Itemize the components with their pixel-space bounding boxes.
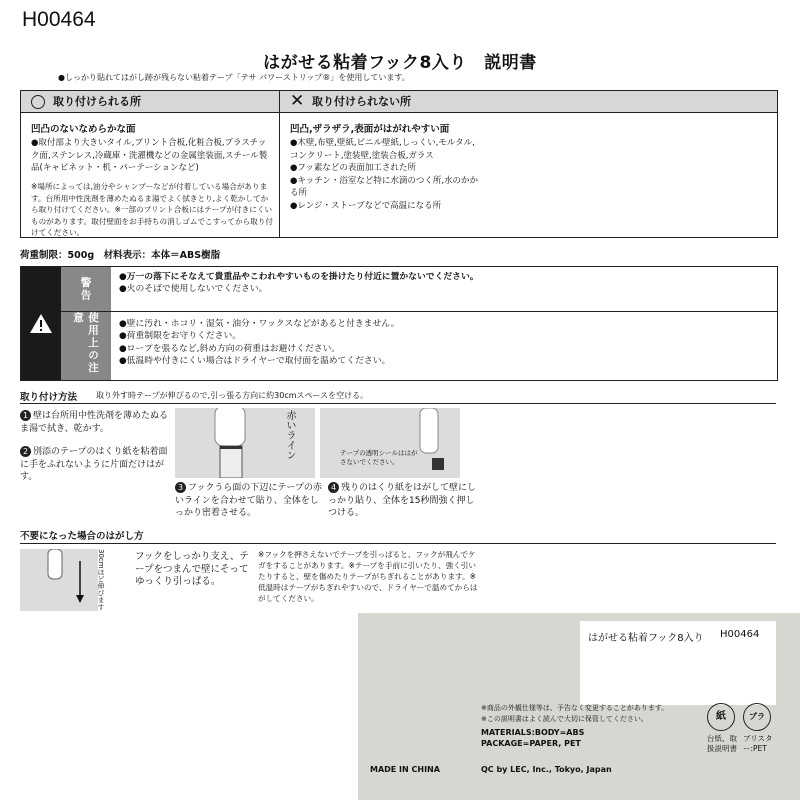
plastic-recycle-icon: プラ xyxy=(743,703,771,731)
ng-header xyxy=(280,91,777,113)
list-item: ●万一の落下にそなえて貴重品やこわれやすいものを掛けたり付近に置かないでください。 xyxy=(119,272,479,282)
removal-illustration xyxy=(20,549,98,611)
list-item: ●ロープを張るなど,斜め方向の荷重はお避けください。 xyxy=(119,343,341,354)
warning-list xyxy=(119,271,769,296)
page-title: はがせる粘着フック8入り 説明書 xyxy=(263,53,537,73)
list-item: ●キッチン・浴室など特に水滴のつく所,水のかかる所 xyxy=(290,175,479,198)
removal-instruction: フックをしっかり支え、テープをつまんで壁にそってゆっくり引っぱる。 xyxy=(135,551,249,587)
warning-box xyxy=(20,266,778,381)
distance-label: 30cmほど伸びます xyxy=(97,549,105,611)
pull-tape-icon xyxy=(20,549,98,611)
ng-heading: 取り付けられない所 xyxy=(312,95,411,108)
cross-ng-icon: ✕ xyxy=(290,91,305,111)
materials-1: MATERIALS:BODY=ABS xyxy=(481,728,585,737)
ok-header xyxy=(21,91,279,113)
step-1 xyxy=(20,410,170,435)
ng-column xyxy=(280,91,777,237)
caution-label: 使用上の注意 xyxy=(61,312,111,380)
package-panel xyxy=(358,613,800,800)
warning-label: 警告 xyxy=(61,267,111,311)
removal-rule xyxy=(20,543,776,544)
step-2 xyxy=(20,446,170,484)
step-text: 別添のテープのはくり紙を粘着面に手をふれないように片面だけはがす。 xyxy=(20,447,168,482)
install-note: 取り外す時テープが伸びるので,引っ張る方向に約30cmスペースを空ける。 xyxy=(96,391,369,400)
ok-subheading: 凹凸のないなめらかな面 xyxy=(31,124,136,135)
ok-note: ※場所によっては,油分やシャンプーなどが付着している場合があります。台所用中性洗剤を薄めたぬるま湯でよく拭きとり,よく乾かしてから取り付けてください。※一部のプリント合板にはテープが付きにくいものがあります。取付壁面をお手持ちの消しゴムでこすってから取り付けてください。 xyxy=(31,182,273,237)
seal-note: テープの透明シールははがさないでください。 xyxy=(340,449,418,466)
step-number: 3 xyxy=(175,482,186,493)
list-item: ●荷重制限をお守りください。 xyxy=(119,331,242,342)
warning-divider xyxy=(61,311,777,312)
materials-2: PACKAGE=PAPER, PET xyxy=(481,739,581,748)
spec-line: 荷重制限：500g 材料表示：本体＝ABS樹脂 xyxy=(20,250,221,261)
warning-triangle-icon xyxy=(21,267,61,380)
step-4 xyxy=(328,482,478,520)
list-item: ●壁に汚れ・ホコリ・湿気・油分・ワックスなどがあると付きません。 xyxy=(119,319,400,329)
subtitle-note: ●しっかり貼れてはがし跡が残らない粘着テープ「テサ パワーストリップ®」を使用しています。 xyxy=(58,73,410,82)
list-item: ●低温時や付きにくい場合はドライヤーで取付面を温めてください。 xyxy=(119,356,391,367)
company: QC by LEC, Inc., Tokyo, Japan xyxy=(481,765,612,774)
step-text: 残りのはくり紙をはがして壁にしっかり貼り、全体を15秒間強く押しつける。 xyxy=(328,483,477,518)
ok-body: ●取付部より大きいタイル,プリント合板,化粧合板,プラスチック面,ステンレス,冷蔵庫・洗濯機などの金属塗装面,スチール製品(キャビネット・机・パーテーションなど) xyxy=(31,138,268,173)
step-text: 壁は台所用中性洗剤を薄めたぬるま湯で拭き、乾かす。 xyxy=(20,411,169,434)
ng-subheading: 凹凸,ザラザラ,表面がはがれやすい面 xyxy=(290,124,450,135)
removal-note: ※フックを押さえないでテープを引っぱると、フックが飛んでケガをすることがあります。※テープを手前に引いたり、強く引いたりすると、壁を傷めたりテープがちぎれることがあります。※低温時はテープがちぎれやすいので、ドライヤーで温めてからはがしてください。 xyxy=(258,550,478,603)
list-item: ●木壁,布壁,壁紙,ビニル壁紙,しっくい,モルタル,コンクリート,塗装壁,塗装合板,ガラス xyxy=(290,138,475,161)
step-3 xyxy=(175,482,325,520)
notice-1: ※商品の外観仕様等は、予告なく変更することがあります。 xyxy=(481,704,669,712)
ng-list xyxy=(290,137,480,212)
origin: MADE IN CHINA xyxy=(370,765,440,774)
list-item: ●フッ素などの表面加工された所 xyxy=(290,163,416,173)
plastic-recycle-label: ブリスター:PET xyxy=(743,734,773,753)
mounting-surfaces-box xyxy=(20,90,778,238)
install-heading: 取り付け方法 xyxy=(20,392,78,403)
red-line-label: 赤いライン xyxy=(284,410,295,460)
step-text: フックうら面の下辺にテープの赤いラインを合わせて貼り、全体をしっかり密着させる。 xyxy=(175,483,322,518)
notice-2: ※この説明書はよく読んで大切に保管してください。 xyxy=(481,715,648,723)
hand-press-icon xyxy=(320,408,460,478)
step-number: 1 xyxy=(20,410,31,421)
list-item: ●レンジ・ストーブなどで高温になる所 xyxy=(290,200,442,211)
paper-recycle-label: 台紙、取扱説明書 xyxy=(707,734,737,753)
caution-list xyxy=(119,318,769,368)
wall-attach-illustration xyxy=(320,408,460,478)
ok-column xyxy=(21,91,280,237)
step-number: 2 xyxy=(20,446,31,457)
warning-block xyxy=(21,267,61,380)
install-rule xyxy=(20,403,776,404)
product-code: H00464 xyxy=(22,8,96,31)
list-item: ●火のそばで使用しないでください。 xyxy=(119,284,268,295)
label-name: はがせる粘着フック8入り xyxy=(588,633,704,644)
label-code: H00464 xyxy=(720,629,760,640)
step-number: 4 xyxy=(328,482,339,493)
circle-ok-icon xyxy=(31,95,45,109)
paper-recycle-icon: 紙 xyxy=(707,703,735,731)
label-area xyxy=(580,621,776,705)
removal-heading: 不要になった場合のはがし方 xyxy=(20,531,144,542)
ok-heading: 取り付けられる所 xyxy=(53,95,141,108)
